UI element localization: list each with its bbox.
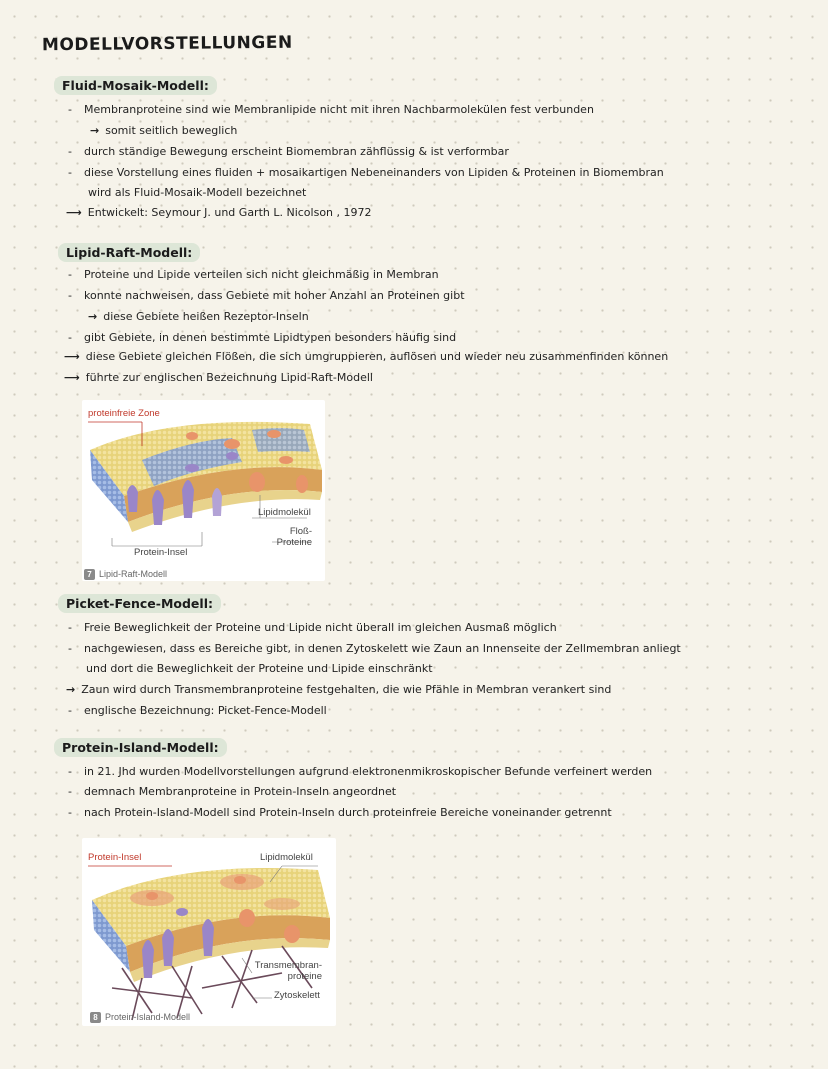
long-arrow-icon: ⟶ [66,206,82,219]
label-lipidmolekuel: Lipidmolekül [260,852,313,863]
text-line: → diese Gebiete heißen Rezeptor-Inseln [88,310,309,323]
text-line: - diese Vorstellung eines fluiden + mosaikartigen Nebeneinanders von Lipiden & Proteinen in Biomembran [84,166,664,179]
label-floss-proteine: Floß- Proteine [276,526,312,548]
text-line: - gibt Gebiete, in denen bestimmte Lipidtypen besonders häufig sind [84,331,456,344]
text-line: - nach Protein-Island-Modell sind Protein-Inseln durch proteinfreie Bereiche voneinander getrennt [84,806,612,819]
figure-protein-island [82,838,336,1026]
figure-number: 8 [90,1012,101,1023]
page-title: MODELLVORSTELLUNGEN [41,32,293,56]
text-line: - konnte nachweisen, dass Gebiete mit hoher Anzahl an Proteinen gibt [84,289,465,302]
text-line: - in 21. Jhd wurden Modellvorstellungen aufgrund elektronenmikroskopischer Befunde verfeinert werden [84,765,652,778]
text-line: - Membranproteine sind wie Membranlipide nicht mit ihren Nachbarmolekülen fest verbunden [84,103,594,116]
text-line: → somit seitlich beweglich [90,124,238,137]
text-line: → Zaun wird durch Transmembranproteine festgehalten, die wie Pfähle in Membran verankert sind [66,683,612,696]
heading-fluid-mosaik: Fluid-Mosaik-Modell: [54,76,217,95]
text-line: - nachgewiesen, dass es Bereiche gibt, in denen Zytoskelett wie Zaun an Innenseite der Zellmembran anliegt [84,642,681,655]
label-protein-insel: Protein-Insel [134,547,188,558]
label-transmembranproteine: Transmembran- proteine [254,960,322,982]
figure-number: 7 [84,569,95,580]
long-arrow-icon: ⟶ [64,350,80,363]
heading-picket-fence: Picket-Fence-Modell: [58,594,221,613]
figure-lipid-raft [82,400,325,581]
text-line: - Freie Beweglichkeit der Proteine und Lipide nicht überall im gleichen Ausmaß möglich [84,621,557,634]
figure-caption: 7 Lipid-Raft-Modell [84,569,167,580]
label-protein-insel: Protein-Insel [88,852,142,863]
text-line: - Proteine und Lipide verteilen sich nicht gleichmäßig in Membran [84,268,439,281]
heading-protein-island: Protein-Island-Modell: [54,738,227,757]
text-line: wird als Fluid-Mosaik-Modell bezeichnet [88,186,307,199]
text-line: ⟶ diese Gebiete gleichen Flößen, die sich umgruppieren, auflösen und wieder neu zusammenfinden können [64,350,669,363]
label-zytoskelett: Zytoskelett [274,990,320,1001]
arrow-icon: → [88,310,98,323]
text-line: - demnach Membranproteine in Protein-Inseln angeordnet [84,785,396,798]
arrow-icon: → [90,124,100,137]
label-proteinfreie-zone: proteinfreie Zone [88,408,160,419]
text-line: und dort die Beweglichkeit der Proteine und Lipide einschränkt [86,662,433,675]
text-line: ⟶ führte zur englischen Bezeichnung Lipid-Raft-Modell [64,371,373,384]
long-arrow-icon: ⟶ [64,371,80,384]
text-line: ⟶ Entwickelt: Seymour J. und Garth L. Nicolson , 1972 [66,206,372,219]
text-line: - durch ständige Bewegung erscheint Biomembran zähflüssig & ist verformbar [84,145,509,158]
membrane-illustration [82,400,325,581]
figure-caption: 8 Protein-Island-Modell [90,1012,190,1023]
arrow-icon: → [66,683,76,696]
heading-lipid-raft: Lipid-Raft-Modell: [58,243,200,262]
text-line: - englische Bezeichnung: Picket-Fence-Modell [84,704,327,717]
label-lipidmolekuel: Lipidmolekül [258,507,311,518]
